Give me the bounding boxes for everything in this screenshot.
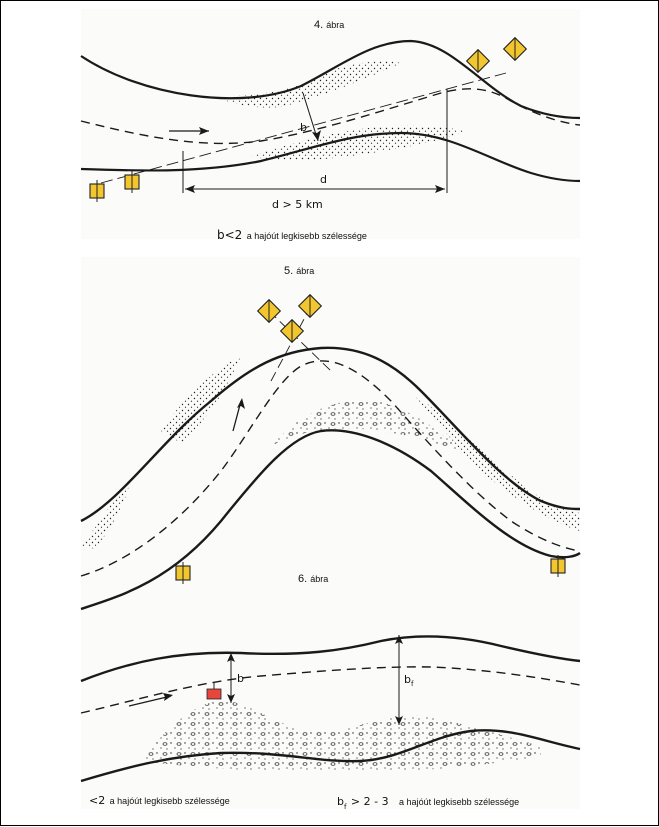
- flow-arrowhead: [237, 398, 245, 409]
- label-bf-main: b: [404, 673, 411, 686]
- flow-arrow: [129, 696, 171, 706]
- sign-square-left-1: [90, 180, 104, 202]
- caption-symbol: b<2: [217, 228, 243, 242]
- label-b: b: [300, 121, 307, 134]
- label-bf-sub: f: [410, 680, 414, 689]
- sign-diamond-bottom-left: [176, 562, 190, 584]
- caption-left-symbol: <2: [89, 794, 106, 807]
- sandbar-upper: [216, 61, 401, 107]
- figure-4-title: [314, 19, 344, 31]
- caption-text: a hajóút legkisebb szélessége: [246, 231, 367, 241]
- fairway-line: [81, 667, 580, 713]
- river-bank-outer: [81, 348, 580, 521]
- figure-5-word: ábra: [296, 266, 315, 276]
- label-b: b: [237, 672, 244, 685]
- caption-right-text: a hajóút legkisebb szélessége: [399, 797, 520, 807]
- fairway-line: [81, 361, 580, 576]
- sign-diamond-top-1: [258, 300, 281, 323]
- sandbar-inner-bend: [271, 400, 461, 451]
- figure-5-diagram: [81, 295, 580, 609]
- figure-6-caption-left: [89, 791, 230, 809]
- caption-right-rel: > 2 - 3: [350, 795, 389, 808]
- figure-5-number: 5.: [284, 265, 294, 277]
- distance-label: d > 5 km: [272, 198, 323, 211]
- sandbar-right: [411, 391, 580, 531]
- figure-6-number: 6.: [298, 573, 308, 585]
- figure-4-caption: [217, 226, 367, 244]
- sign-diamond-top-2: [299, 295, 322, 318]
- diagram-canvas: [1, 1, 659, 827]
- alignment-line-b: [271, 306, 311, 381]
- figure-6-title: [298, 573, 328, 585]
- caption-left-text: a hajóút legkisebb szélessége: [109, 796, 230, 806]
- sandbar-left: [161, 356, 241, 443]
- caption-right-main: b: [337, 795, 344, 808]
- figure-5-title: [284, 265, 314, 277]
- label-bf: [404, 673, 413, 688]
- alignment-line-a: [269, 311, 331, 371]
- red-buoy: [207, 689, 221, 699]
- figure-6-caption-right: [337, 792, 519, 811]
- caption-right-sub: f: [343, 803, 347, 812]
- sign-diamond-right-2: [504, 38, 527, 61]
- figure-4-word: ábra: [326, 20, 345, 30]
- figure-6-word: ábra: [310, 574, 329, 584]
- figure-4-diagram: [81, 38, 580, 202]
- sign-diamond-top-3: [281, 320, 304, 343]
- figure-6-diagram: [81, 635, 580, 781]
- sign-square-left-2: [125, 171, 139, 193]
- river-bank-upper: [81, 636, 580, 681]
- label-d: d: [320, 173, 327, 186]
- figure-4-number: 4.: [314, 19, 324, 31]
- river-bank-inner: [81, 430, 580, 609]
